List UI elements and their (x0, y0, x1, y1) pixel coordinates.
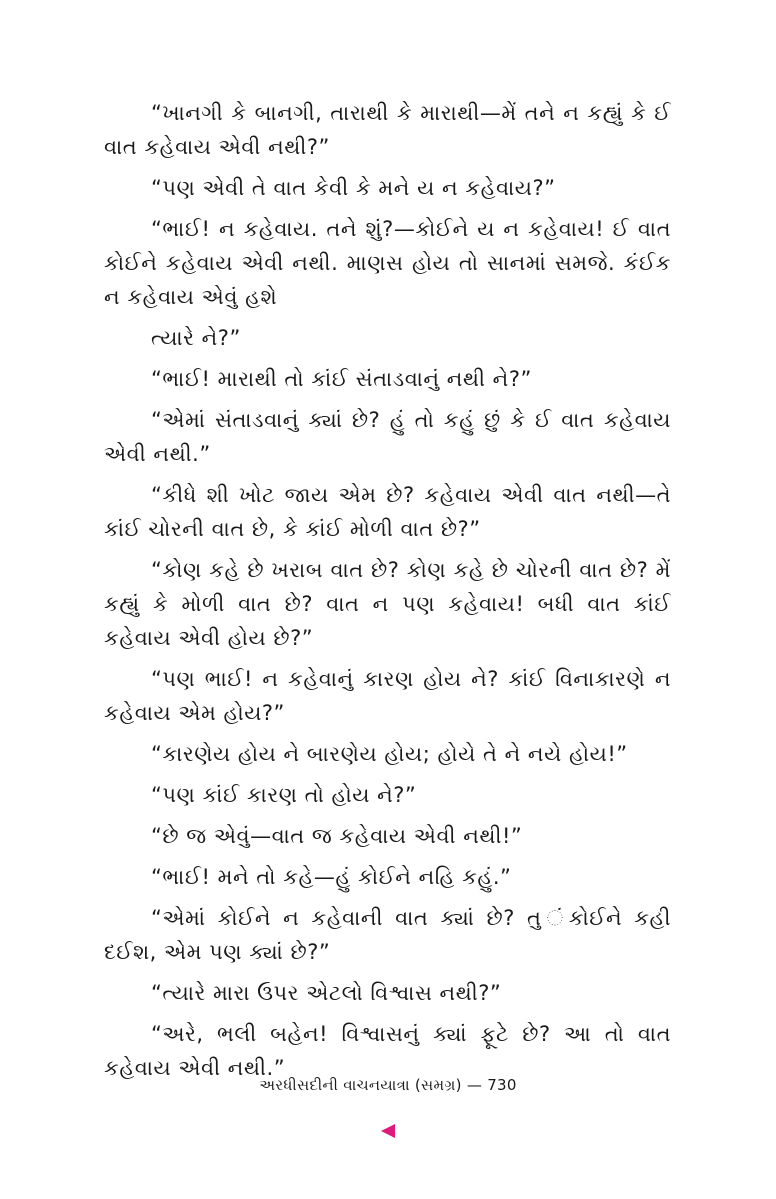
paragraph-7: “કીધે શી ખોટ જાય એમ છે? કહેવાય એવી વાત નથી—તે કાંઈ ચોરની વાત છે, કે કાંઈ મોળી વાત છે?” (104, 483, 671, 541)
paragraph-12: “છે જ એવું—વાત જ કહેવાય એવી નથી!” (151, 824, 523, 848)
paragraph-4: ત્યારે ને?” (151, 326, 241, 350)
paragraph-16: “અરે, ભલી બહેન! વિશ્વાસનું ક્યાં ફૂટે છે? આ તો વાત કહેવાય એવી નથી.” (104, 1022, 671, 1080)
paragraph-5: “ભાઈ! મારાથી તો કાંઈ સંતાડવાનું નથી ને?” (151, 367, 532, 391)
page-footer: અરધીસદીની વાચનયાત્રા (સમગ્ર) — 730 (259, 1076, 517, 1094)
paragraph-2: “પણ એવી તે વાત કેવી કે મને ય ન કહેવાય?” (151, 176, 556, 200)
paragraph-9: “પણ ભાઈ! ન કહેવાનું કારણ હોય ને? કાંઈ વિનાકારણે ન કહેવાય એમ હોય?” (104, 667, 671, 725)
paragraph-6: “એમાં સંતાડવાનું ક્યાં છે? હું તો કહું છું કે ઈ વાત કહેવાય એવી નથી.” (104, 408, 671, 466)
paragraph-1: “ખાનગી કે બાનગી, તારાથી કે મારાથી—મેં તને ન કહ્યું કે ઈ વાત કહેવાય એવી નથી?” (104, 101, 671, 159)
paragraph-10: “કારણેય હોય ને બારણેય હોય; હોયે તે ને નયે હોય!” (151, 742, 628, 766)
paragraph-3: “ભાઈ! ન કહેવાય. તને શું?—કોઈને ય ન કહેવાય! ઈ વાત કોઈને કહેવાય એવી નથી. માણસ હોય તો સાનમાં સમજે. કંઈક ન કહેવાય એવું હશે (104, 217, 671, 309)
paragraph-8: “કોણ કહે છે ખરાબ વાત છે? કોણ કહે છે ચોરની વાત છે? મેં કહ્યું કે મોળી વાત છે? વાત ન પણ કહેવાય! બધી વાત કાંઈ કહેવાય એવી હોય છે?” (104, 558, 671, 650)
triangle-left-icon[interactable] (381, 1124, 395, 1138)
paragraph-15: “ત્યારે મારા ઉપર એટલો વિશ્વાસ નથી?” (151, 981, 502, 1005)
paragraph-14: “એમાં કોઈને ન કહેવાની વાત ક્યાં છે? તુ ંકોઈને કહી દઈશ, એમ પણ ક્યાં છે?” (104, 906, 671, 964)
paragraph-11: “પણ કાંઈ કારણ તો હોય ને?” (151, 783, 417, 807)
paragraph-13: “ભાઈ! મને તો કહે—હું કોઈને નહિ કહું.” (151, 865, 512, 889)
page-body (104, 96, 671, 1092)
